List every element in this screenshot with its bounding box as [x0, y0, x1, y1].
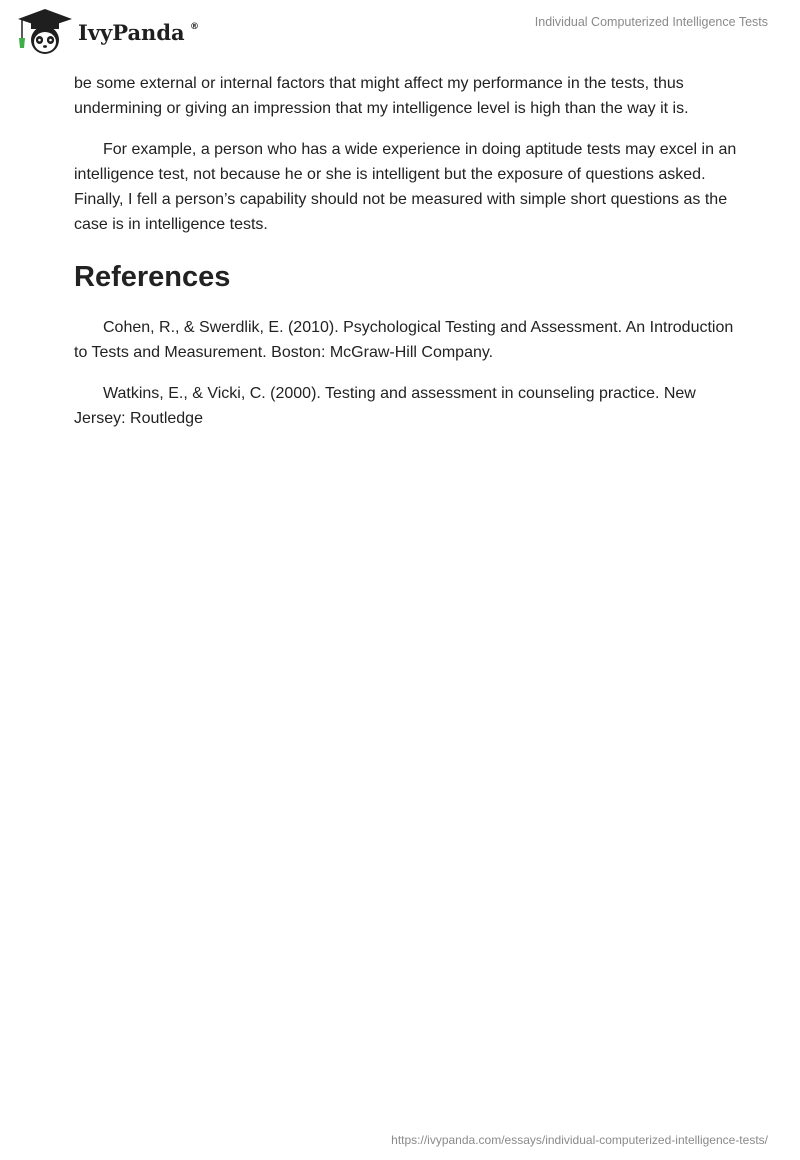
footer-url-link[interactable]: https://ivypanda.com/essays/individual-computerized-intelligence-tests/	[391, 1133, 768, 1147]
document-body	[74, 71, 744, 447]
reference-entry: Watkins, E., & Vicki, C. (2000). Testing and assessment in counseling practice. New Jersey: Routledge	[74, 385, 696, 427]
logo-wordmark: IvyPanda	[78, 20, 185, 45]
panda-graduate-icon	[14, 8, 76, 56]
body-paragraph: be some external or internal factors that might affect my performance in the tests, thus undermining or giving an impression that my intelligence level is high than the way it is.	[74, 75, 689, 117]
reference-entry: Cohen, R., & Swerdlik, E. (2010). Psychological Testing and Assessment. An Introduction to Tests and Measurement. Boston: McGraw-Hill Company.	[74, 319, 734, 361]
body-paragraph: For example, a person who has a wide experience in doing aptitude tests may excel in an intelligence test, not because he or she is intelligent but the exposure of questions asked. Finally, I fell a person’s capability should not be measured with simple short questions as the case is in intelligence tests.	[74, 141, 737, 233]
ivypanda-logo[interactable]	[14, 8, 199, 56]
running-title: Individual Computerized Intelligence Tests	[534, 15, 768, 29]
page-header	[0, 0, 800, 62]
references-heading: References	[74, 261, 231, 293]
registered-mark: ®	[190, 22, 199, 32]
